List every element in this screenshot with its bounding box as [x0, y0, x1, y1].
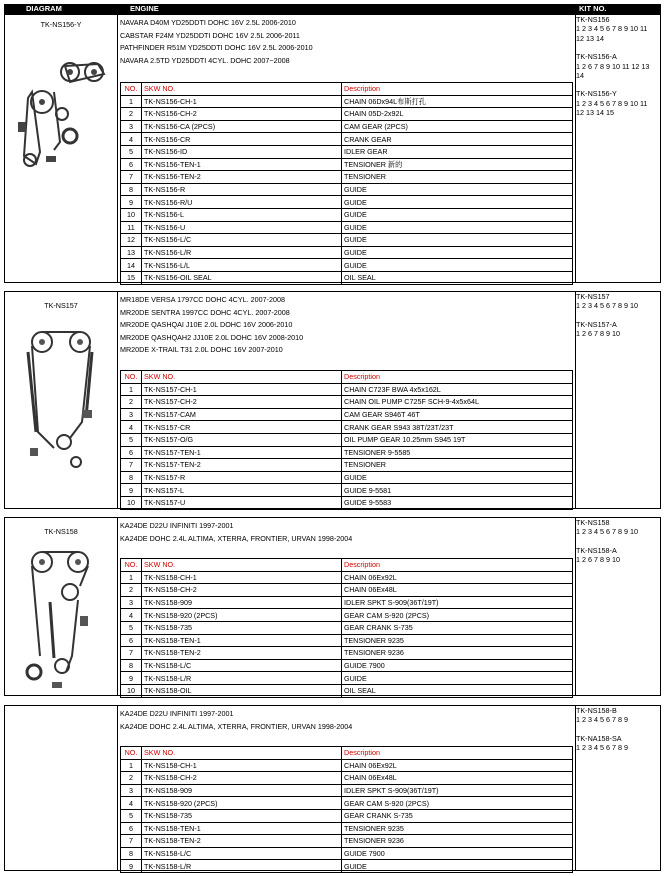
kit-line: 1 2 3 4 5 6 7 8 9 10 — [576, 527, 638, 537]
part-description: CHAIN 06Ex92L — [342, 759, 573, 772]
skw-number: TK-NS157-CAM — [142, 408, 342, 421]
header-engine: ENGINE — [130, 4, 159, 13]
part-description: GUIDE — [342, 259, 573, 272]
skw-number: TK-NS156-CR — [142, 133, 342, 146]
table-row — [121, 120, 573, 133]
table-row — [121, 133, 573, 146]
table-row — [121, 408, 573, 421]
part-description: GUIDE 7900 — [342, 847, 573, 860]
skw-number: TK-NS156-U — [142, 221, 342, 234]
engine-cell — [118, 706, 576, 870]
table-row — [121, 609, 573, 622]
skw-number: TK-NS158-L/C — [142, 659, 342, 672]
header-diagram: DIAGRAM — [26, 4, 62, 13]
part-description: CHAIN 06Dx94L布斯打孔 — [342, 95, 573, 108]
part-description: CHAIN 06Ex48L — [342, 772, 573, 785]
part-description: GUIDE 9-5581 — [342, 484, 573, 497]
skw-number: TK-NS158-735 — [142, 621, 342, 634]
part-number: 13 — [121, 246, 142, 259]
table-row — [121, 847, 573, 860]
part-description: CHAIN 06Ex48L — [342, 584, 573, 597]
skw-number: TK-NS158-L/C — [142, 847, 342, 860]
skw-number: TK-NS158-OIL — [142, 684, 342, 697]
skw-number: TK-NS158-CH-2 — [142, 584, 342, 597]
skw-number: TK-NS157-CH-2 — [142, 396, 342, 409]
part-number: 5 — [121, 809, 142, 822]
column-header: SKW NO. — [142, 371, 342, 384]
part-description: GUIDE — [342, 860, 573, 873]
table-row — [121, 459, 573, 472]
kit-line: 1 2 6 7 8 9 10 — [576, 555, 620, 565]
part-description: TENSIONER 9-5585 — [342, 446, 573, 459]
engine-line: NAVARA 2.5TD YD25DDTI 4CYL. DOHC 2007~2008 — [120, 55, 290, 65]
part-description: GEAR CAM S-920 (2PCS) — [342, 609, 573, 622]
skw-number: TK-NS158-TEN-2 — [142, 647, 342, 660]
part-number: 7 — [121, 459, 142, 472]
parts-table — [120, 370, 573, 510]
skw-number: TK-NS158-CH-1 — [142, 759, 342, 772]
engine-line: CABSTAR F24M YD25DDTI DOHC 16V 2.5L 2006-2011 — [120, 30, 300, 40]
table-row — [121, 246, 573, 259]
skw-number: TK-NS157-CR — [142, 421, 342, 434]
engine-cell — [118, 292, 576, 508]
part-description: OIL PUMP GEAR 10.25mm S945 19T — [342, 433, 573, 446]
skw-number: TK-NS156-L/R — [142, 246, 342, 259]
diagram-label: TK-NS157 — [44, 301, 78, 310]
parts-table — [120, 558, 573, 698]
parts-table-header — [121, 747, 573, 760]
skw-number: TK-NS157-L — [142, 484, 342, 497]
parts-table-header — [121, 83, 573, 96]
part-description: CHAIN OIL PUMP C725F SCH-9-4x5x64L — [342, 396, 573, 409]
part-description: CRANK GEAR S943 38T/23T/23T — [342, 421, 573, 434]
skw-number: TK-NS157-TEN-2 — [142, 459, 342, 472]
table-row — [121, 234, 573, 247]
column-header: NO. — [121, 371, 142, 384]
part-description: IDLER SPKT S-909(36T/19T) — [342, 596, 573, 609]
column-header: Description — [342, 747, 573, 760]
part-number: 3 — [121, 784, 142, 797]
table-row — [121, 772, 573, 785]
table-row — [121, 634, 573, 647]
skw-number: TK-NS158-TEN-1 — [142, 822, 342, 835]
skw-number: TK-NS156-CH-2 — [142, 108, 342, 121]
part-number: 6 — [121, 822, 142, 835]
table-row — [121, 196, 573, 209]
engine-cell — [118, 518, 576, 695]
part-description: GUIDE — [342, 183, 573, 196]
part-description: CHAIN C723F BWA 4x5x162L — [342, 383, 573, 396]
skw-number: TK-NS158-CH-1 — [142, 571, 342, 584]
table-row — [121, 822, 573, 835]
engine-cell — [118, 15, 576, 282]
part-description: TENSIONER — [342, 171, 573, 184]
part-description: GUIDE — [342, 234, 573, 247]
column-header: NO. — [121, 747, 142, 760]
skw-number: TK-NS157-CH-1 — [142, 383, 342, 396]
part-description: TENSIONER 9236 — [342, 647, 573, 660]
kit-line: 14 — [576, 70, 584, 80]
skw-number: TK-NS156-CH-1 — [142, 95, 342, 108]
part-number: 8 — [121, 847, 142, 860]
part-description: GUIDE — [342, 672, 573, 685]
part-number: 12 — [121, 234, 142, 247]
part-number: 10 — [121, 684, 142, 697]
part-number: 6 — [121, 446, 142, 459]
part-description: GUIDE 7900 — [342, 659, 573, 672]
table-row — [121, 647, 573, 660]
engine-line: KA24DE D22U INFINITI 1997-2001 — [120, 709, 234, 718]
table-row — [121, 108, 573, 121]
table-row — [121, 684, 573, 697]
part-number: 1 — [121, 571, 142, 584]
part-description: OIL SEAL — [342, 684, 573, 697]
skw-number: TK-NS157-TEN-1 — [142, 446, 342, 459]
skw-number: TK-NS156-OIL SEAL — [142, 271, 342, 284]
kit-line: TK-NA158-SA — [576, 733, 622, 743]
kit-line: 1 2 3 4 5 6 7 8 9 — [576, 715, 628, 725]
table-row — [121, 383, 573, 396]
part-number: 10 — [121, 496, 142, 509]
diagram-cell — [5, 706, 118, 870]
table-row — [121, 158, 573, 171]
table-row — [121, 446, 573, 459]
column-header: NO. — [121, 83, 142, 96]
kit-line: TK-NS156-A — [576, 52, 617, 62]
part-number: 5 — [121, 621, 142, 634]
engine-line: MR20DE X-TRAIL T31 2.0L DOHC 16V 2007-2010 — [120, 345, 283, 354]
skw-number: TK-NS156-R — [142, 183, 342, 196]
skw-number: TK-NS156-R/U — [142, 196, 342, 209]
skw-number: TK-NS156-ID — [142, 145, 342, 158]
table-row — [121, 421, 573, 434]
skw-number: TK-NS156-TEN-2 — [142, 171, 342, 184]
part-description: GUIDE — [342, 471, 573, 484]
part-description: GEAR CRANK S-735 — [342, 621, 573, 634]
skw-number: TK-NS158-920 (2PCS) — [142, 797, 342, 810]
kit-line: 1 2 3 4 5 6 7 8 9 10 11 — [576, 24, 648, 34]
part-number: 3 — [121, 596, 142, 609]
kit-line: TK-NS157 — [576, 292, 610, 301]
kit-line: 12 13 14 15 — [576, 108, 614, 117]
table-row — [121, 221, 573, 234]
kit-line: 1 2 3 4 5 6 7 8 9 — [576, 743, 628, 753]
part-number: 9 — [121, 860, 142, 873]
part-description: OIL SEAL — [342, 271, 573, 284]
part-number: 9 — [121, 484, 142, 497]
engine-line: NAVARA D40M YD25DDTI DOHC 16V 2.5L 2006-2010 — [120, 18, 296, 27]
part-description: GUIDE — [342, 246, 573, 259]
part-number: 2 — [121, 584, 142, 597]
part-description: IDLER GEAR — [342, 145, 573, 158]
part-number: 1 — [121, 95, 142, 108]
part-number: 2 — [121, 772, 142, 785]
engine-line: PATHFINDER R51M YD25DDTI DOHC 16V 2.5L 2006-2010 — [120, 43, 313, 52]
table-row — [121, 784, 573, 797]
kit-line: 1 2 3 4 5 6 7 8 9 10 — [576, 301, 638, 311]
part-number: 3 — [121, 408, 142, 421]
part-description: GUIDE 9-5583 — [342, 496, 573, 509]
skw-number: TK-NS157-U — [142, 496, 342, 509]
table-row — [121, 471, 573, 484]
skw-number: TK-NS158-920 (2PCS) — [142, 609, 342, 622]
engine-line: KA24DE D22U INFINITI 1997-2001 — [120, 521, 234, 530]
engine-line: MR20DE SENTRA 1997CC DOHC 4CYL. 2007-2008 — [120, 307, 290, 317]
engine-line: MR20DE QASHQAI J10E 2.0L DOHC 16V 2006-2010 — [120, 320, 293, 329]
table-row — [121, 396, 573, 409]
skw-number: TK-NS158-TEN-1 — [142, 634, 342, 647]
skw-number: TK-NS158-TEN-2 — [142, 835, 342, 848]
part-number: 5 — [121, 433, 142, 446]
table-row — [121, 584, 573, 597]
part-number: 7 — [121, 171, 142, 184]
engine-line: KA24DE DOHC 2.4L ALTIMA, XTERRA, FRONTIER, URVAN 1998-2004 — [120, 533, 353, 543]
table-row — [121, 759, 573, 772]
table-row — [121, 145, 573, 158]
parts-table-header — [121, 559, 573, 572]
part-number: 7 — [121, 647, 142, 660]
part-number: 15 — [121, 271, 142, 284]
skw-number: TK-NS158-909 — [142, 596, 342, 609]
table-row — [121, 596, 573, 609]
part-description: CHAIN 05D-2x92L — [342, 108, 573, 121]
part-description: IDLER SPKT S-909(36T/19T) — [342, 784, 573, 797]
part-number: 4 — [121, 421, 142, 434]
table-row — [121, 271, 573, 284]
kit-line: TK-NS158 — [576, 518, 610, 527]
part-number: 1 — [121, 383, 142, 396]
diagram-label: TK-NS158 — [44, 527, 78, 536]
part-number: 8 — [121, 659, 142, 672]
timing-kit-diagram-ns158 — [22, 546, 106, 692]
part-number: 6 — [121, 158, 142, 171]
table-row — [121, 433, 573, 446]
part-number: 4 — [121, 609, 142, 622]
header-kit-no: KIT NO. — [579, 4, 607, 13]
part-description: CRANK GEAR — [342, 133, 573, 146]
column-header: NO. — [121, 559, 142, 572]
parts-table — [120, 82, 573, 285]
table-row — [121, 797, 573, 810]
part-number: 6 — [121, 634, 142, 647]
part-number: 9 — [121, 672, 142, 685]
table-row — [121, 95, 573, 108]
skw-number: TK-NS156-TEN-1 — [142, 158, 342, 171]
kit-line: TK-NS158-B — [576, 706, 617, 715]
skw-number: TK-NS156-L — [142, 208, 342, 221]
table-row — [121, 496, 573, 509]
diagram-label: TK-NS156-Y — [40, 20, 82, 29]
part-number: 2 — [121, 108, 142, 121]
part-description: TENSIONER 9235 — [342, 634, 573, 647]
kit-line: TK-NS156-Y — [576, 89, 617, 99]
column-header: SKW NO. — [142, 83, 342, 96]
part-description: TENSIONER — [342, 459, 573, 472]
engine-line: MR18DE VERSA 1797CC DOHC 4CYL. 2007-2008 — [120, 295, 285, 304]
part-number: 8 — [121, 471, 142, 484]
part-description: GEAR CRANK S-735 — [342, 809, 573, 822]
part-number: 5 — [121, 145, 142, 158]
table-row — [121, 809, 573, 822]
timing-kit-diagram-ns157 — [20, 322, 104, 472]
parts-table — [120, 746, 573, 873]
part-description: CAM GEAR S946T 46T — [342, 408, 573, 421]
part-number: 9 — [121, 196, 142, 209]
skw-number: TK-NS156-L/L — [142, 259, 342, 272]
part-number: 2 — [121, 396, 142, 409]
table-row — [121, 672, 573, 685]
part-description: TENSIONER 9236 — [342, 835, 573, 848]
skw-number: TK-NS158-909 — [142, 784, 342, 797]
engine-line: MR20DE QASHQAH2 JJ10E 2.0L DOHC 16V 2008-2010 — [120, 332, 304, 342]
section-ns158-b — [4, 705, 661, 871]
column-header: Description — [342, 83, 573, 96]
table-header — [4, 4, 661, 14]
kit-line: 1 2 6 7 8 9 10 — [576, 329, 620, 339]
kit-line: TK-NS157-A — [576, 319, 617, 329]
table-row — [121, 259, 573, 272]
table-row — [121, 208, 573, 221]
part-number: 1 — [121, 759, 142, 772]
part-description: GUIDE — [342, 196, 573, 209]
table-row — [121, 171, 573, 184]
part-description: CAM GEAR (2PCS) — [342, 120, 573, 133]
kit-line: 1 2 3 4 5 6 7 8 9 10 11 — [576, 98, 648, 108]
part-description: TENSIONER 新的 — [342, 158, 573, 171]
engine-line: KA24DE DOHC 2.4L ALTIMA, XTERRA, FRONTIER, URVAN 1998-2004 — [120, 721, 353, 731]
part-number: 4 — [121, 133, 142, 146]
timing-kit-diagram-ns156 — [10, 52, 114, 172]
column-header: Description — [342, 371, 573, 384]
skw-number: TK-NS158-L/R — [142, 672, 342, 685]
part-description: CHAIN 06Ex92L — [342, 571, 573, 584]
table-row — [121, 860, 573, 873]
parts-table-header — [121, 371, 573, 384]
skw-number: TK-NS157-O/G — [142, 433, 342, 446]
table-row — [121, 571, 573, 584]
part-description: GUIDE — [342, 208, 573, 221]
part-number: 10 — [121, 208, 142, 221]
column-header: SKW NO. — [142, 559, 342, 572]
skw-number: TK-NS156-L/C — [142, 234, 342, 247]
column-header: SKW NO. — [142, 747, 342, 760]
kit-line: 1 2 6 7 8 9 10 11 12 13 — [576, 61, 650, 71]
part-description: GUIDE — [342, 221, 573, 234]
skw-number: TK-NS156-CA (2PCS) — [142, 120, 342, 133]
skw-number: TK-NS158-CH-2 — [142, 772, 342, 785]
part-number: 3 — [121, 120, 142, 133]
column-header: Description — [342, 559, 573, 572]
skw-number: TK-NS157-R — [142, 471, 342, 484]
table-row — [121, 484, 573, 497]
part-number: 4 — [121, 797, 142, 810]
table-row — [121, 183, 573, 196]
part-number: 7 — [121, 835, 142, 848]
skw-number: TK-NS158-735 — [142, 809, 342, 822]
kit-line: 12 13 14 — [576, 33, 604, 43]
part-description: TENSIONER 9235 — [342, 822, 573, 835]
table-row — [121, 835, 573, 848]
skw-number: TK-NS158-L/R — [142, 860, 342, 873]
kit-line: TK-NS158-A — [576, 545, 617, 555]
kit-line: TK-NS156 — [576, 15, 610, 24]
part-number: 11 — [121, 221, 142, 234]
table-row — [121, 621, 573, 634]
table-row — [121, 659, 573, 672]
part-number: 14 — [121, 259, 142, 272]
part-description: GEAR CAM S-920 (2PCS) — [342, 797, 573, 810]
part-number: 8 — [121, 183, 142, 196]
